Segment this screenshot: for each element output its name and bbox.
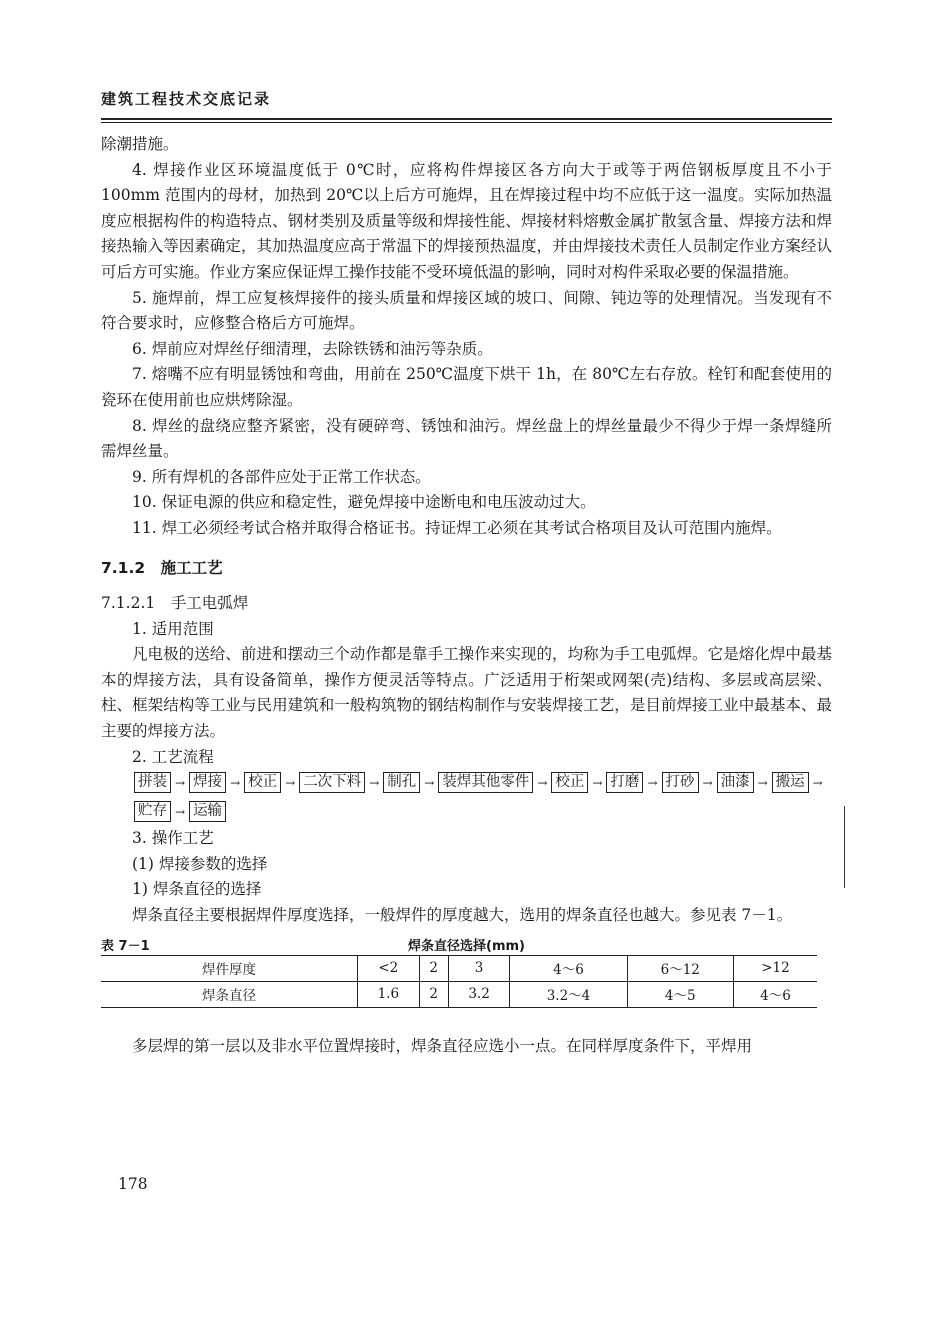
subsection-heading: 7.1.2.1 手工电弧焊 xyxy=(101,594,249,613)
flow-step: 焊接 xyxy=(189,772,226,793)
flow-heading: 2. 工艺流程 xyxy=(132,747,214,766)
table-cell: 3.2 xyxy=(448,981,510,1007)
table-caption: 焊条直径选择(mm) xyxy=(408,938,525,954)
bottom-paragraph: 多层焊的第一层以及非水平位置焊接时，焊条直径应选小一点。在同样厚度条件下，平焊用 xyxy=(132,1036,753,1055)
table-cell: 2 xyxy=(419,981,448,1007)
table-row-header: 焊件厚度 xyxy=(101,955,358,981)
table-row xyxy=(101,955,817,981)
table-cell: 6～12 xyxy=(627,955,733,981)
operation-sub2: 1) 焊条直径的选择 xyxy=(132,880,262,899)
table-row xyxy=(101,981,817,1007)
operation-sub1: (1) 焊接参数的选择 xyxy=(132,854,268,873)
flow-arrow-icon: → xyxy=(175,804,186,819)
operation-paragraph: 焊条直径主要根据焊件厚度选择，一般焊件的厚度越大，选用的焊条直径也越大。参见表 7－1。 xyxy=(132,906,793,925)
page-content xyxy=(101,132,832,1059)
flow-step: 装焊其他零件 xyxy=(438,772,533,793)
table-cell: 3.2～4 xyxy=(510,981,627,1007)
margin-bar xyxy=(844,806,845,888)
running-header: 建筑工程技术交底记录 xyxy=(101,90,272,108)
flow-arrow-icon: → xyxy=(369,775,380,790)
flow-step: 搬运 xyxy=(772,772,809,793)
flow-step: 校正 xyxy=(244,772,281,793)
body-paragraph: 5. 施焊前，焊工应复核焊接件的接头质量和焊接区域的坡口、间隙、钝边等的处理情况。当发现有不符合要求时，应修整合格后方可施焊。 xyxy=(101,288,832,333)
flow-arrow-icon: → xyxy=(702,775,713,790)
body-paragraph: 6. 焊前应对焊丝仔细清理，去除铁锈和油污等杂质。 xyxy=(132,339,493,358)
body-paragraph: 7. 熔嘴不应有明显锈蚀和弯曲，用前在 250℃温度下烘干 1h，在 80℃左右存放。栓钉和配套使用的瓷环在使用前也应烘烤除湿。 xyxy=(101,365,832,409)
table-cell: 2 xyxy=(419,955,448,981)
flow-step: 打砂 xyxy=(662,772,699,793)
electrode-diameter-table xyxy=(101,955,817,1008)
flow-step: 制孔 xyxy=(383,772,420,793)
flow-arrow-icon: → xyxy=(757,775,768,790)
flow-step: 贮存 xyxy=(134,801,171,822)
table-caption-row xyxy=(101,931,832,955)
flow-arrow-icon: → xyxy=(285,775,296,790)
body-paragraph: 10. 保证电源的供应和稳定性，避免焊接中途断电和电压波动过大。 xyxy=(132,493,596,512)
table-cell: <2 xyxy=(358,955,420,981)
scope-paragraph: 凡电极的送给、前进和摆动三个动作都是靠手工操作来实现的，均称为手工电弧焊。它是熔化焊中最基本的焊接方法，具有设备简单，操作方便灵活等特点。广泛适用于桁架或网架(壳)结构、多层或高层梁、柱、框架结构等工业与民用建筑和一般构筑物的钢结构制作与安装焊接工艺，是目前焊接工业中最基本、最主要的焊接方法。 xyxy=(101,645,832,741)
flow-step: 二次下料 xyxy=(299,772,365,793)
flow-arrow-icon: → xyxy=(424,775,435,790)
flow-arrow-icon: → xyxy=(647,775,658,790)
header-rule-thin xyxy=(101,122,832,123)
flow-step: 拼装 xyxy=(134,772,171,793)
table-cell: >12 xyxy=(733,955,817,981)
flow-arrow-icon: → xyxy=(175,775,186,790)
table-cell: 1.6 xyxy=(358,981,420,1007)
table-cell: 4～6 xyxy=(510,955,627,981)
table-label: 表 7－1 xyxy=(101,938,150,954)
flow-arrow-icon: → xyxy=(592,775,603,790)
flow-arrow-icon: → xyxy=(812,775,823,790)
table-cell: 4～5 xyxy=(627,981,733,1007)
page-number: 178 xyxy=(118,1175,148,1193)
flow-step: 油漆 xyxy=(717,772,754,793)
body-paragraph: 除潮措施。 xyxy=(101,135,179,153)
header-rule-thick xyxy=(101,118,832,120)
body-paragraph: 4. 焊接作业区环境温度低于 0℃时，应将构件焊接区各方向大于或等于两倍钢板厚度且不小于 100mm 范围内的母材，加热到 20℃以上后方可施焊，且在焊接过程中均不应低于这一温度。实际加热温度应根据构件的构造特点、钢材类别及质量等级和焊接性能、焊接材料熔敷金属扩散氢含量、焊接方法和焊接热输入等因素确定，其加热温度应高于常温下的焊接预热温度，并由焊接技术责任人员制定作业方案经认可后方可实施。作业方案应保证焊工操作技能不受环境低温的影响，同时对构件采取必要的保温措施。 xyxy=(101,160,832,281)
top-paragraphs xyxy=(101,132,832,542)
body-paragraph: 9. 所有焊机的各部件应处于正常工作状态。 xyxy=(132,467,431,486)
scope-heading: 1. 适用范围 xyxy=(132,619,214,638)
table-cell: 3 xyxy=(448,955,510,981)
process-flow xyxy=(134,772,834,822)
flow-arrow-icon: → xyxy=(537,775,548,790)
flow-arrow-icon: → xyxy=(230,775,241,790)
table-cell: 4～6 xyxy=(733,981,817,1007)
flow-step: 打磨 xyxy=(606,772,643,793)
body-paragraph: 11. 焊工必须经考试合格并取得合格证书。持证焊工必须在其考试合格项目及认可范围内施焊。 xyxy=(132,518,782,537)
flow-step: 校正 xyxy=(551,772,588,793)
body-paragraph: 8. 焊丝的盘绕应整齐紧密，没有硬碎弯、锈蚀和油污。焊丝盘上的焊丝量最少不得少于焊一条焊缝所需焊丝量。 xyxy=(101,416,832,461)
section-heading: 7.1.2 施工工艺 xyxy=(101,558,223,577)
operation-heading: 3. 操作工艺 xyxy=(132,829,214,848)
flow-step: 运输 xyxy=(189,801,226,822)
table-row-header: 焊条直径 xyxy=(101,981,358,1007)
